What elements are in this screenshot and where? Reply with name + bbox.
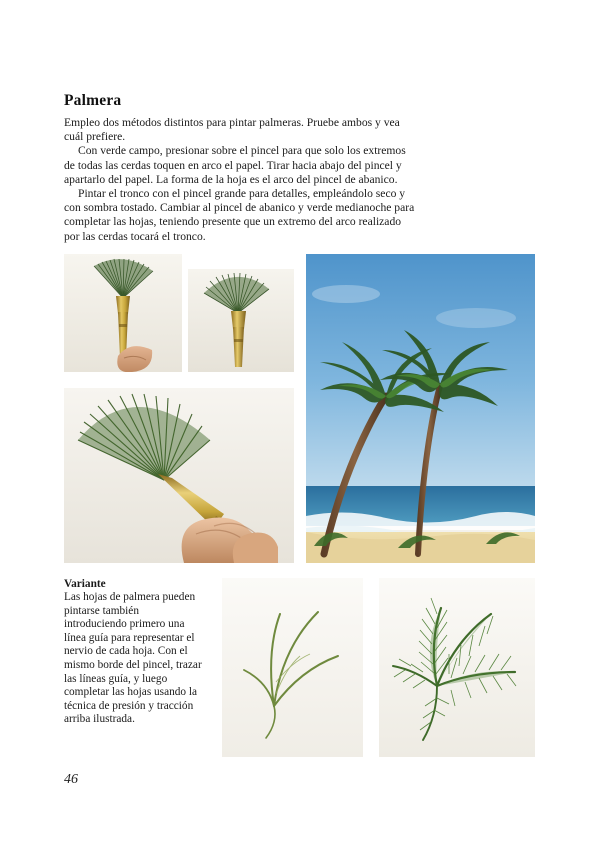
variant-finished-leaves-illustration [379,578,535,757]
paragraph-1: Empleo dos métodos distintos para pintar palmeras. Pruebe ambos y vea cuál prefiere. [64,116,400,144]
variant-caption-block [64,578,204,727]
variant-guide-lines-illustration [222,578,363,757]
hand-holding-brush-illustration [64,388,294,563]
page-number: 46 [64,772,78,787]
article-text-block [64,92,416,244]
variant-guide-lines-photo [222,578,363,757]
brush-fan-front-illustration [64,254,182,372]
variant-title: Variante [64,578,106,590]
brush-fan-side-photo [188,269,294,372]
variant-finished-leaves-photo [379,578,535,757]
palm-trees-beach-painting [306,254,535,563]
paragraph-2: Con verde campo, presionar sobre el pincel para que solo los extremos de todas las cerdas toquen en arco el papel. Tirar hacia abajo del pincel y apartarlo del papel. La forma de la hoja es el arco del pincel de abanico. [64,144,406,186]
palm-beach-illustration [306,254,535,563]
paragraph-3: Pintar el tronco con el pincel grande para detalles, empleándolo seco y con sombra tostado. Cambiar al pincel de abanico y verde medianoche para completar las hojas, teniendo presente que un extremo del arco realizado por las cerdas tocará el tronco. [64,187,415,243]
brush-fan-side-illustration [188,269,294,372]
variant-text: Las hojas de palmera pueden pintarse también introduciendo primero una línea guía para representar el nervio de cada hoja. Con el mismo borde del pincel, trazar las líneas guía, y luego completar las hojas usando la técnica de presión y tracción arriba ilustrada. [64,591,202,726]
hand-holding-brush-photo [64,388,294,563]
page-title: Palmera [64,92,122,109]
brush-fan-front-photo [64,254,182,372]
